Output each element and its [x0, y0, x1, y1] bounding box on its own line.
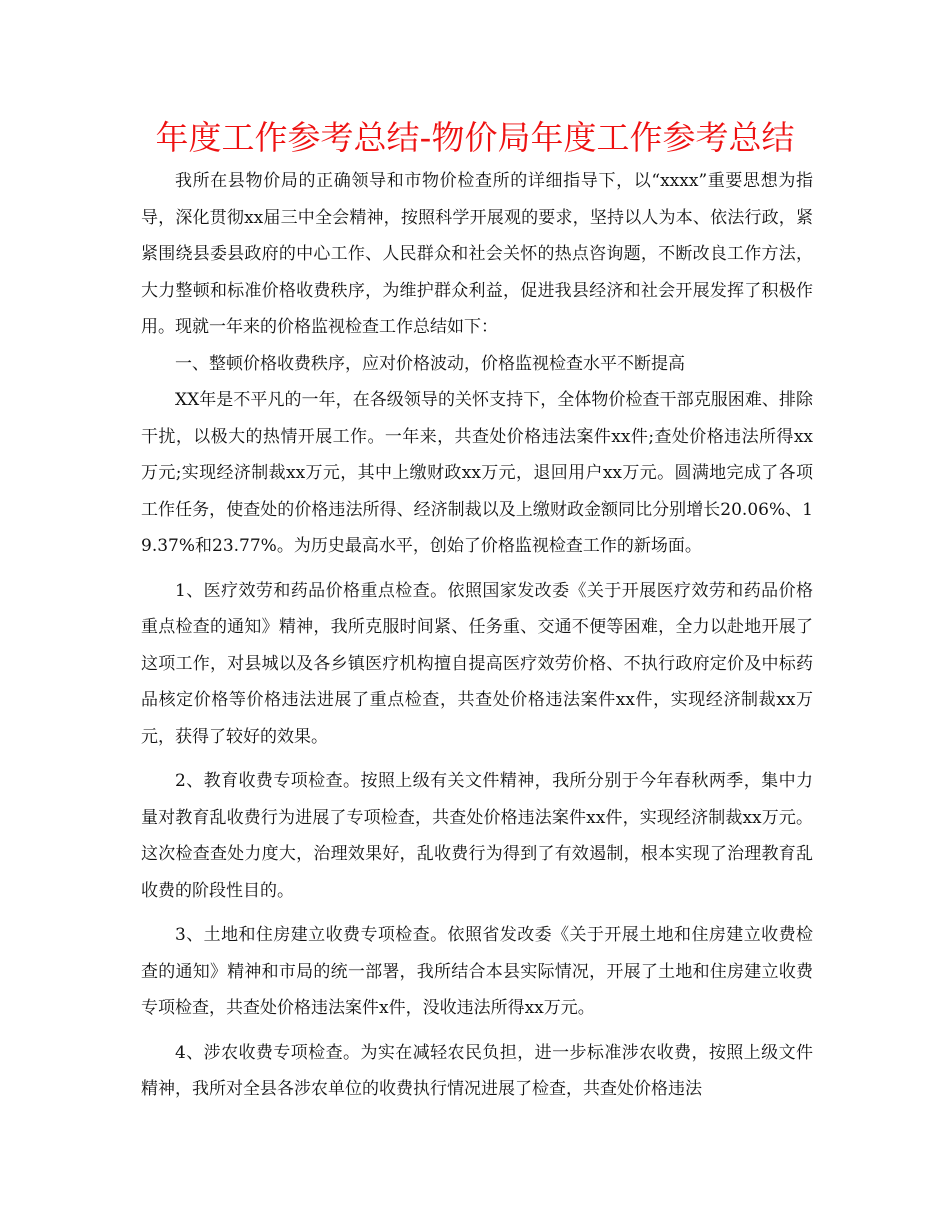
paragraph-agriculture-inspection: 4、涉农收费专项检查。为实在减轻农民负担，进一步标准涉农收费，按照上级文件精神，我所对全县各涉农单位的收费执行情况进展了检查，共查处价格违法	[141, 1042, 813, 1099]
paragraph-education-inspection: 2、教育收费专项检查。按照上级有关文件精神，我所分别于今年春秋两季，集中力量对教育乱收费行为进展了专项检查，共查处价格违法案件xx件，实现经济制裁xx万元。这次检查查处力度大，治理效果好，乱收费行为得到了有效遏制，根本实现了治理教育乱收费的阶段性目的。	[141, 771, 813, 901]
paragraph-land-housing-inspection: 3、土地和住房建立收费专项检查。依照省发改委《关于开展土地和住房建立收费检查的通知》精神和市局的统一部署，我所结合本县实际情况，开展了土地和住房建立收费专项检查，共查处价格违法案件x件，没收违法所得xx万元。	[141, 925, 813, 1018]
paragraph-annual-summary: XX年是不平凡的一年，在各级领导的关怀支持下，全体物价检查干部克服困难、排除干扰，以极大的热情开展工作。一年来，共查处价格违法案件xx件;查处价格违法所得xx万元;实现经济制裁xx万元，其中上缴财政xx万元，退回用户xx万元。圆满地完成了各项工作任务，使查处的价格违法所得、经济制裁以及上缴财政金额同比分别增长20.06%、19.37%和23.77%。为历史最高水平，创始了价格监视检查工作的新场面。	[141, 390, 813, 556]
document-title: 年度工作参考总结-物价局年度工作参考总结	[155, 118, 795, 157]
section-heading: 一、整顿价格收费秩序，应对价格波动，价格监视检查水平不断提高	[175, 353, 685, 374]
paragraph-medical-inspection: 1、医疗效劳和药品价格重点检查。依照国家发改委《关于开展医疗效劳和药品价格重点检查的通知》精神，我所克服时间紧、任务重、交通不便等困难，全力以赴地开展了这项工作，对县城以及各乡镇医疗机构擅自提高医疗效劳价格、不执行政府定价及中标药品核定价格等价格违法进展了重点检查，共查处价格违法案件xx件，实现经济制裁xx万元，获得了较好的效果。	[141, 580, 813, 747]
paragraph-intro: 我所在县物价局的正确领导和市物价检查所的详细指导下，以“xxxx”重要思想为指导，深化贯彻xx届三中全会精神，按照科学开展观的要求，坚持以人为本、依法行政，紧紧围绕县委县政府的中心工作、人民群众和社会关怀的热点咨询题，不断改良工作方法，大力整顿和标准价格收费秩序，为维护群众利益，促进我县经济和社会开展发挥了积极作用。现就一年来的价格监视检查工作总结如下：	[141, 171, 813, 337]
document-body	[141, 163, 813, 1108]
